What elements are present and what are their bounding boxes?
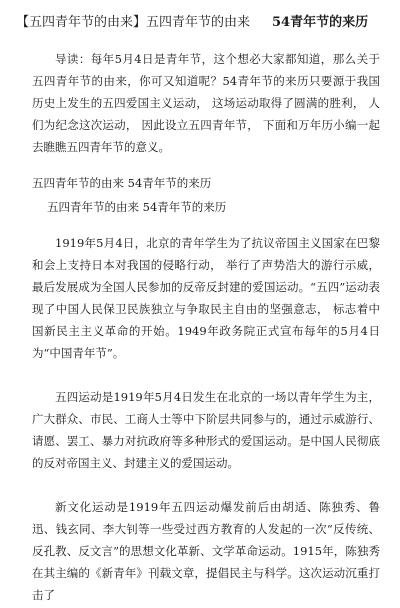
- paragraph-new-culture-movement: 新文化运动是1919年五四运动爆发前后由胡适、陈独秀、鲁迅、钱玄同、李大钊等一些受过西方教育的人发起的一次“反传统、反孔教、反文言”的思想文化革新、文学革命运动。1915年，陈独秀在其主编的《新青年》刊载文章，提倡民主与科学。这次运动沉重打击了: [32, 500, 380, 602]
- paragraph-may-fourth-movement: 五四运动是1919年5月4日发生在北京的一场以青年学生为主，广大群众、市民、工商人士等中下阶层共同参与的，通过示威游行、请愿、罢工、暴力对抗政府等多种形式的爱国运动。是中国人民彻底的反对帝国主义、封建主义的爱国运动。: [32, 390, 380, 470]
- intro-paragraph: 导读：每年5月4日是青年节，这个想必大家都知道，那么关于五四青年节的由来，你可又知道呢？54青年节的来历只要源于我国历史上发生的五四爱国主义运动， 这场运动取得了圆满的胜利， 人们为纪念这次运动， 因此设立五四青年节， 下面和万年历小编一起去瞧瞧五四青年节的意义。: [32, 52, 380, 154]
- subheading-2: 五四青年节的由来 54青年节的来历: [47, 200, 227, 214]
- paragraph-1919: 1919年5月4日，北京的青年学生为了抗议帝国主义国家在巴黎和会上支持日本对我国的侵略行动， 举行了声势浩大的游行示威， 最后发展成为全国人民参加的反帝反封建的爱国运动。“五四”运动表现了中国人民保卫民族独立与争取民主自由的坚强意志， 标志着中国新民主主义革命的开始。1949年政务院正式宣布每年的5月4日为“中国青年节”。: [32, 236, 380, 360]
- title-subtitle: 54青年节的来历: [272, 15, 369, 30]
- document-title: [16, 14, 388, 32]
- title-main: 【五四青年节的由来】五四青年节的由来: [16, 15, 251, 30]
- subheading-1: 五四青年节的由来 54青年节的来历: [32, 176, 212, 190]
